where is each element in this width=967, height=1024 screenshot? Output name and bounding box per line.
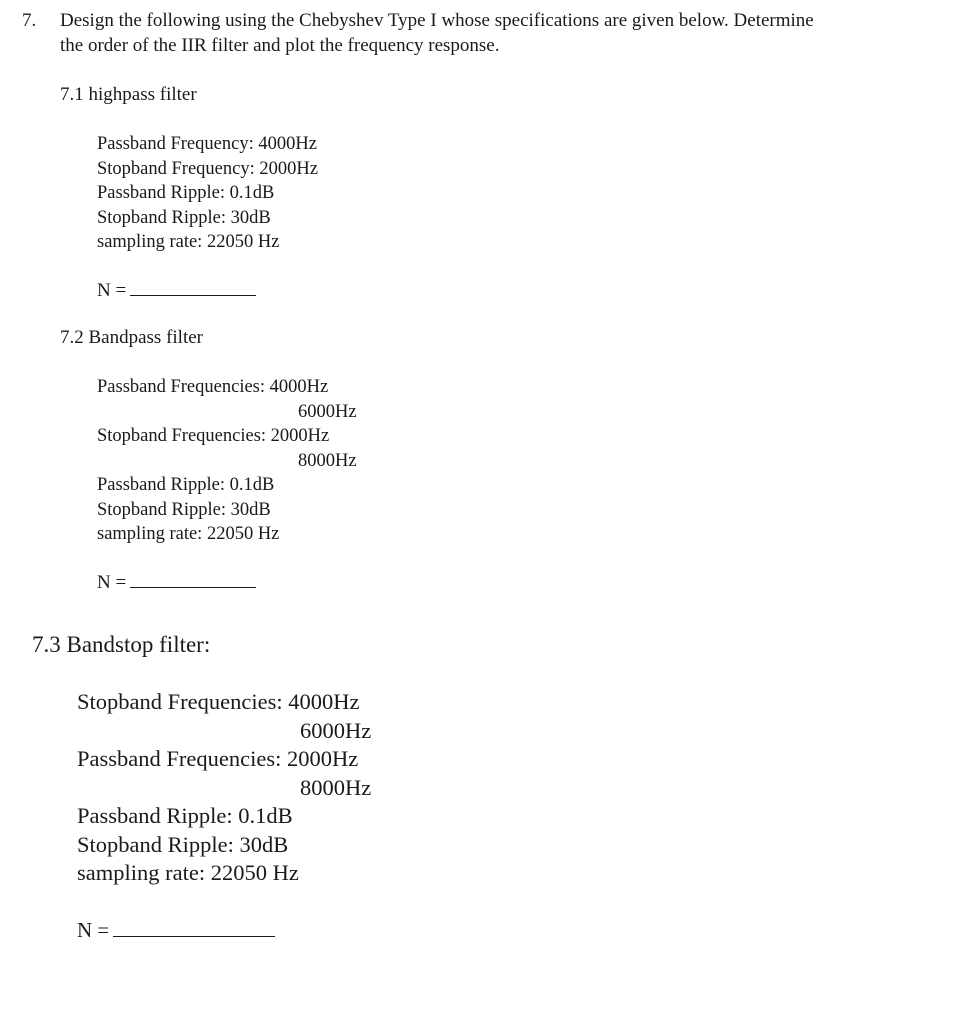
answer-line <box>113 936 275 937</box>
spec-line-continued: 6000Hz <box>300 717 372 743</box>
bandpass-spec-list <box>97 375 357 547</box>
answer-label: N = <box>97 280 127 301</box>
spec-line: Passband Frequencies: 2000Hz <box>77 746 359 771</box>
spec-line: Stopband Ripple: 30dB <box>97 207 271 228</box>
spec-line: Passband Frequency: 4000Hz <box>97 134 317 154</box>
spec-line: Passband Frequencies: 4000Hz <box>97 377 329 397</box>
spec-line: sampling rate: 22050 Hz <box>97 232 280 252</box>
answer-line <box>130 295 256 296</box>
spec-line: Passband Ripple: 0.1dB <box>97 475 275 495</box>
spec-line: sampling rate: 22050 Hz <box>97 524 280 544</box>
answer-label: N = <box>77 918 110 942</box>
question-text-line-2: the order of the IIR filter and plot the frequency response. <box>60 35 500 56</box>
spec-line: Passband Ripple: 0.1dB <box>77 803 293 828</box>
question-number: 7. <box>22 10 37 31</box>
highpass-spec-list <box>97 132 318 255</box>
spec-line: sampling rate: 22050 Hz <box>77 860 299 885</box>
bandpass-answer-blank <box>97 572 256 594</box>
spec-line: Stopband Ripple: 30dB <box>97 499 271 520</box>
answer-line <box>130 587 256 588</box>
spec-line: Stopband Frequencies: 4000Hz <box>77 689 360 714</box>
bandstop-spec-list <box>77 688 371 888</box>
section-heading-bandpass: 7.2 Bandpass filter <box>60 327 204 348</box>
spec-line: Stopband Ripple: 30dB <box>77 831 289 857</box>
section-heading-bandstop: 7.3 Bandstop filter: <box>32 632 211 657</box>
answer-label: N = <box>97 572 127 593</box>
section-heading-highpass: 7.1 highpass filter <box>60 84 197 105</box>
bandstop-answer-blank <box>77 918 275 943</box>
spec-line-continued: 8000Hz <box>300 774 372 800</box>
highpass-answer-blank <box>97 280 256 302</box>
spec-line-continued: 8000Hz <box>298 450 357 471</box>
spec-line-continued: 6000Hz <box>298 401 357 422</box>
spec-line: Stopband Frequency: 2000Hz <box>97 158 318 179</box>
question-text-line-1: Design the following using the Chebyshev Type I whose specifications are given below. Determine <box>60 10 814 31</box>
spec-line: Passband Ripple: 0.1dB <box>97 183 275 203</box>
spec-line: Stopband Frequencies: 2000Hz <box>97 426 330 446</box>
